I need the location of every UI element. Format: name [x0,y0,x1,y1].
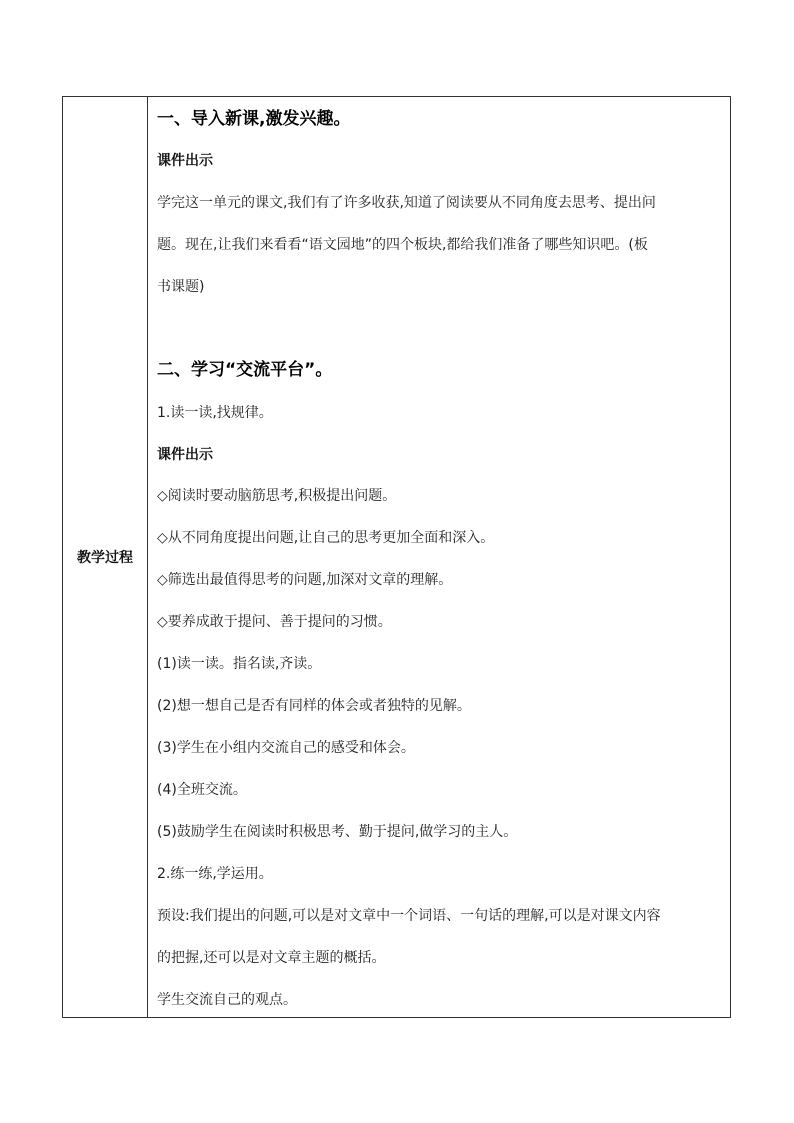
section-2-bullet-1: ◇阅读时要动脑筋思考,积极提出问题。 [157,488,397,504]
section-2-bullet-3: ◇筛选出最值得思考的问题,加深对文章的理解。 [157,572,453,588]
section-2-numbered-1: (1)读一读。指名读,齐读。 [157,656,322,672]
section-2-preset-line-1: 预设:我们提出的问题,可以是对文章中一个词语、一句话的理解,可以是对课文内容 [157,908,661,924]
section-1-paragraph-line-1: 学完这一单元的课文,我们有了许多收获,知道了阅读要从不同角度去思考、提出问 [157,195,656,211]
section-2-bullet-4: ◇要养成敢于提问、善于提问的习惯。 [157,614,392,630]
section-2-numbered-4: (4)全班交流。 [157,782,247,798]
section-2-numbered-5: (5)鼓励学生在阅读时积极思考、勤于提问,做学习的主人。 [157,824,518,840]
content-cell [148,97,730,1017]
row-label-cell [63,97,148,1017]
section-1-heading: 一、导入新课,激发兴趣。 [157,109,351,129]
section-2-numbered-2: (2)想一想自己是否有同样的体会或者独特的见解。 [157,698,471,714]
section-2-step-2: 2.练一练,学运用。 [157,866,273,882]
section-1-paragraph-line-2: 题。现在,让我们来看看“语文园地”的四个板块,都给我们准备了哪些知识吧。(板 [157,237,648,253]
section-2-closing-line: 学生交流自己的观点。 [157,992,297,1008]
lesson-plan-table [62,96,731,1018]
section-2-heading: 二、学习“交流平台”。 [157,360,333,380]
section-2-bullet-2: ◇从不同角度提出问题,让自己的思考更加全面和深入。 [157,530,495,546]
section-2-courseware-label: 课件出示 [157,447,213,463]
section-1-paragraph-line-3: 书课题) [157,279,205,295]
section-2-numbered-3: (3)学生在小组内交流自己的感受和体会。 [157,740,415,756]
row-label: 教学过程 [77,550,133,566]
section-2-preset-line-2: 的把握,还可以是对文章主题的概括。 [157,950,386,966]
section-2-step-1: 1.读一读,找规律。 [157,405,273,421]
section-1-courseware-label: 课件出示 [157,153,213,169]
